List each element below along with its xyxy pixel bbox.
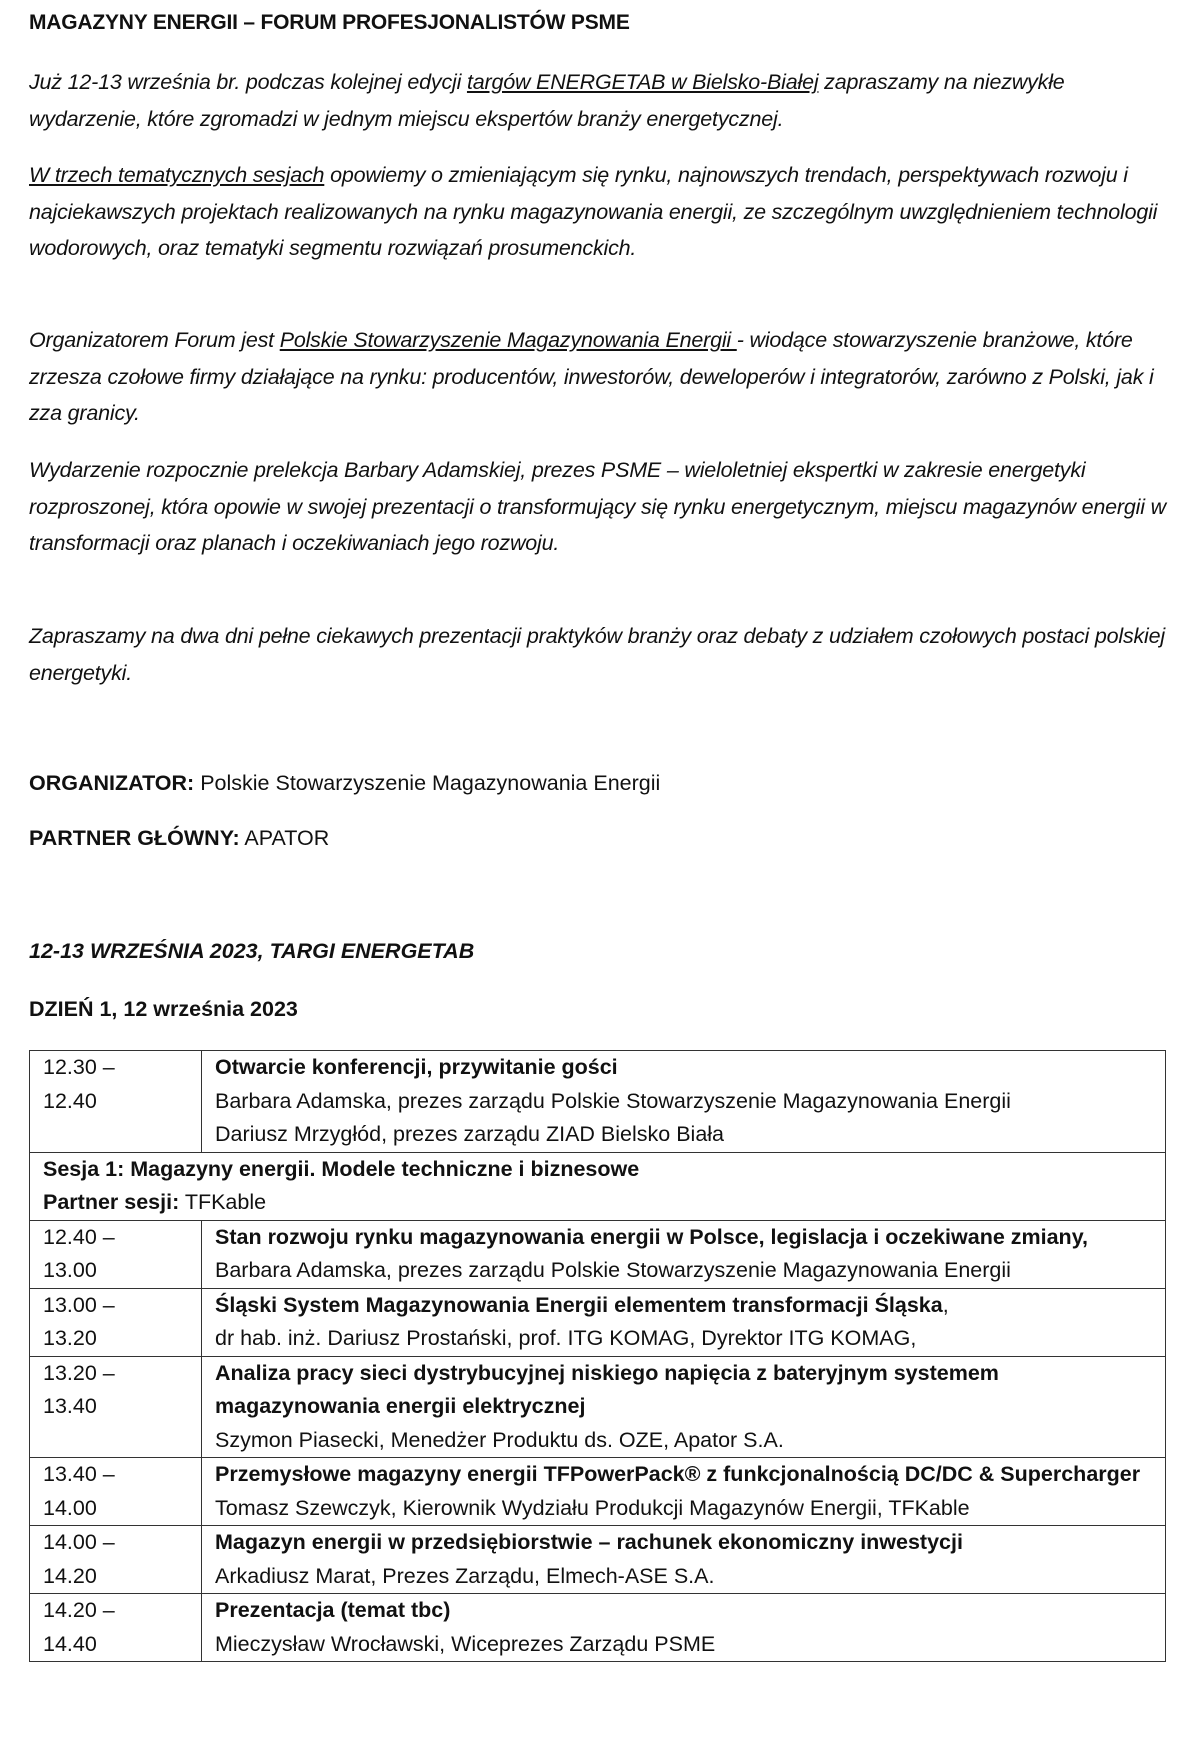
psme-link[interactable]: Polskie Stowarzyszenie Magazynowania Energii — [279, 328, 737, 352]
sessions-link[interactable]: W trzech tematycznych sesjach — [29, 163, 325, 187]
session-title: Sesja 1: Magazyny energii. Modele techniczne i biznesowe — [43, 1156, 640, 1181]
day-heading: DZIEŃ 1, 12 września 2023 — [29, 997, 298, 1021]
opening-talk-paragraph — [29, 452, 1169, 562]
organizer-value: Polskie Stowarzyszenie Magazynowania Energii — [194, 771, 661, 795]
description-cell — [202, 1220, 1166, 1288]
paragraph-text: zapraszamy na niezwykłe wydarzenie, które zgromadzi w jednym miejscu ekspertów branży energetycznej. — [29, 70, 1065, 131]
time-cell — [30, 1458, 202, 1526]
session-row — [30, 1152, 1166, 1220]
invitation-paragraph — [29, 618, 1169, 691]
time-end: 13.20 — [43, 1326, 97, 1350]
time-end: 14.20 — [43, 1563, 97, 1588]
talk-topic: Prezentacja (temat tbc) — [215, 1598, 451, 1622]
paragraph-text: opowiemy o zmieniającym się rynku, najnowszych trendach, perspektywach rozwoju i najciekawszych projektach realizowanych na rynku magazynowania energii, ze szczególnym uwzględnieniem technologii wodorowych, oraz tematyki segmentu rozwiązań prosumenckich. — [29, 163, 1158, 260]
description-cell — [202, 1526, 1166, 1594]
main-partner-line — [29, 826, 329, 851]
time-end: 14.40 — [43, 1631, 97, 1656]
talk-topic: Analiza pracy sieci dystrybucyjnej niskiego napięcia z bateryjnym systemem magazynowania energii elektrycznej — [215, 1360, 999, 1418]
session-partner-value: TFKable — [179, 1190, 267, 1214]
session-partner-label: Partner sesji: — [43, 1190, 180, 1214]
time-cell — [30, 1356, 202, 1458]
time-start: 13.40 – — [43, 1462, 115, 1486]
description-cell — [202, 1288, 1166, 1356]
energetab-link[interactable]: targów ENERGETAB w Bielsko-Białej — [466, 70, 819, 94]
agenda-table — [29, 1050, 1166, 1662]
paragraph-text: Wydarzenie rozpocznie prelekcja Barbary Adamskiej, prezes PSME – wieloletniej ekspertki w zakresie energetyki rozproszonej, która opowie w swojej prezentacji o transformujący się rynku energetycznym, miejscu magazynów energii w transformacji oraz planach i oczekiwaniach jego rozwoju. — [29, 458, 1166, 555]
talk-speaker: dr hab. inż. Dariusz Prostański, prof. ITG KOMAG, Dyrektor ITG KOMAG, — [215, 1326, 917, 1350]
time-cell — [30, 1594, 202, 1662]
agenda-row — [30, 1458, 1166, 1526]
agenda-row — [30, 1594, 1166, 1662]
time-start: 14.20 – — [43, 1598, 115, 1622]
main-partner-label: PARTNER GŁÓWNY: — [29, 826, 240, 850]
time-cell — [30, 1051, 202, 1153]
event-date-heading: 12-13 WRZEŚNIA 2023, TARGI ENERGETAB — [29, 939, 475, 963]
agenda-row — [30, 1051, 1166, 1153]
talk-topic: Śląski System Magazynowania Energii elementem transformacji Śląska — [215, 1292, 943, 1317]
talk-speaker: Mieczysław Wrocławski, Wiceprezes Zarządu PSME — [215, 1631, 716, 1656]
intro-paragraph — [29, 64, 1169, 137]
talk-speaker: Barbara Adamska, prezes zarządu Polskie Stowarzyszenie Magazynowania Energii — [215, 1088, 1011, 1113]
time-start: 13.20 – — [43, 1360, 115, 1385]
time-start: 13.00 – — [43, 1292, 115, 1317]
talk-topic: Magazyn energii w przedsiębiorstwie – rachunek ekonomiczny inwestycji — [215, 1530, 963, 1554]
talk-speaker: Szymon Piasecki, Menedżer Produktu ds. OZE, Apator S.A. — [215, 1427, 784, 1452]
organizer-line — [29, 771, 660, 796]
time-start: 12.40 – — [43, 1224, 115, 1249]
agenda-row — [30, 1356, 1166, 1458]
talk-topic-suffix: , — [942, 1292, 949, 1317]
time-end: 13.40 — [43, 1394, 97, 1418]
sessions-paragraph — [29, 157, 1169, 267]
organizer-label: ORGANIZATOR: — [29, 771, 195, 795]
time-end: 12.40 — [43, 1088, 97, 1113]
talk-speaker: Dariusz Mrzygłód, prezes zarządu ZIAD Bielsko Biała — [215, 1122, 725, 1146]
talk-topic: Otwarcie konferencji, przywitanie gości — [215, 1055, 618, 1079]
description-cell — [202, 1051, 1166, 1153]
talk-topic: Przemysłowe magazyny energii TFPowerPack® z funkcjonalnością DC/DC & Supercharger — [215, 1462, 1141, 1486]
session-partner — [43, 1190, 266, 1214]
agenda-row — [30, 1288, 1166, 1356]
document-title: MAGAZYNY ENERGII – FORUM PROFESJONALISTÓW PSME — [29, 11, 630, 34]
talk-speaker: Arkadiusz Marat, Prezes Zarządu, Elmech-ASE S.A. — [215, 1563, 715, 1588]
time-start: 14.00 – — [43, 1530, 115, 1554]
description-cell — [202, 1594, 1166, 1662]
talk-topic: Stan rozwoju rynku magazynowania energii w Polsce, legislacja i oczekiwane zmiany, — [215, 1224, 1089, 1249]
paragraph-text: Organizatorem Forum jest — [29, 328, 280, 352]
paragraph-text: Zapraszamy na dwa dni pełne ciekawych prezentacji praktyków branży oraz debaty z udziałem czołowych postaci polskiej energetyki. — [29, 624, 1165, 685]
session-cell — [30, 1152, 1166, 1220]
description-cell — [202, 1356, 1166, 1458]
time-end: 13.00 — [43, 1258, 97, 1282]
organizer-paragraph — [29, 322, 1169, 432]
talk-speaker: Barbara Adamska, prezes zarządu Polskie Stowarzyszenie Magazynowania Energii — [215, 1258, 1011, 1282]
time-end: 14.00 — [43, 1495, 97, 1520]
agenda-row — [30, 1220, 1166, 1288]
main-partner-value: APATOR — [239, 826, 330, 850]
agenda-row — [30, 1526, 1166, 1594]
time-cell — [30, 1526, 202, 1594]
description-cell — [202, 1458, 1166, 1526]
paragraph-text: Już 12-13 września br. podczas kolejnej edycji — [29, 70, 467, 94]
paragraph-text: - wiodące stowarzyszenie branżowe, które zrzesza czołowe firmy działające na rynku: producentów, inwestorów, deweloperów i integratorów, zarówno z Polski, jak i zza granicy. — [29, 328, 1154, 425]
time-start: 12.30 – — [43, 1055, 115, 1079]
time-cell — [30, 1288, 202, 1356]
talk-speaker: Tomasz Szewczyk, Kierownik Wydziału Produkcji Magazynów Energii, TFKable — [215, 1495, 970, 1520]
time-cell — [30, 1220, 202, 1288]
